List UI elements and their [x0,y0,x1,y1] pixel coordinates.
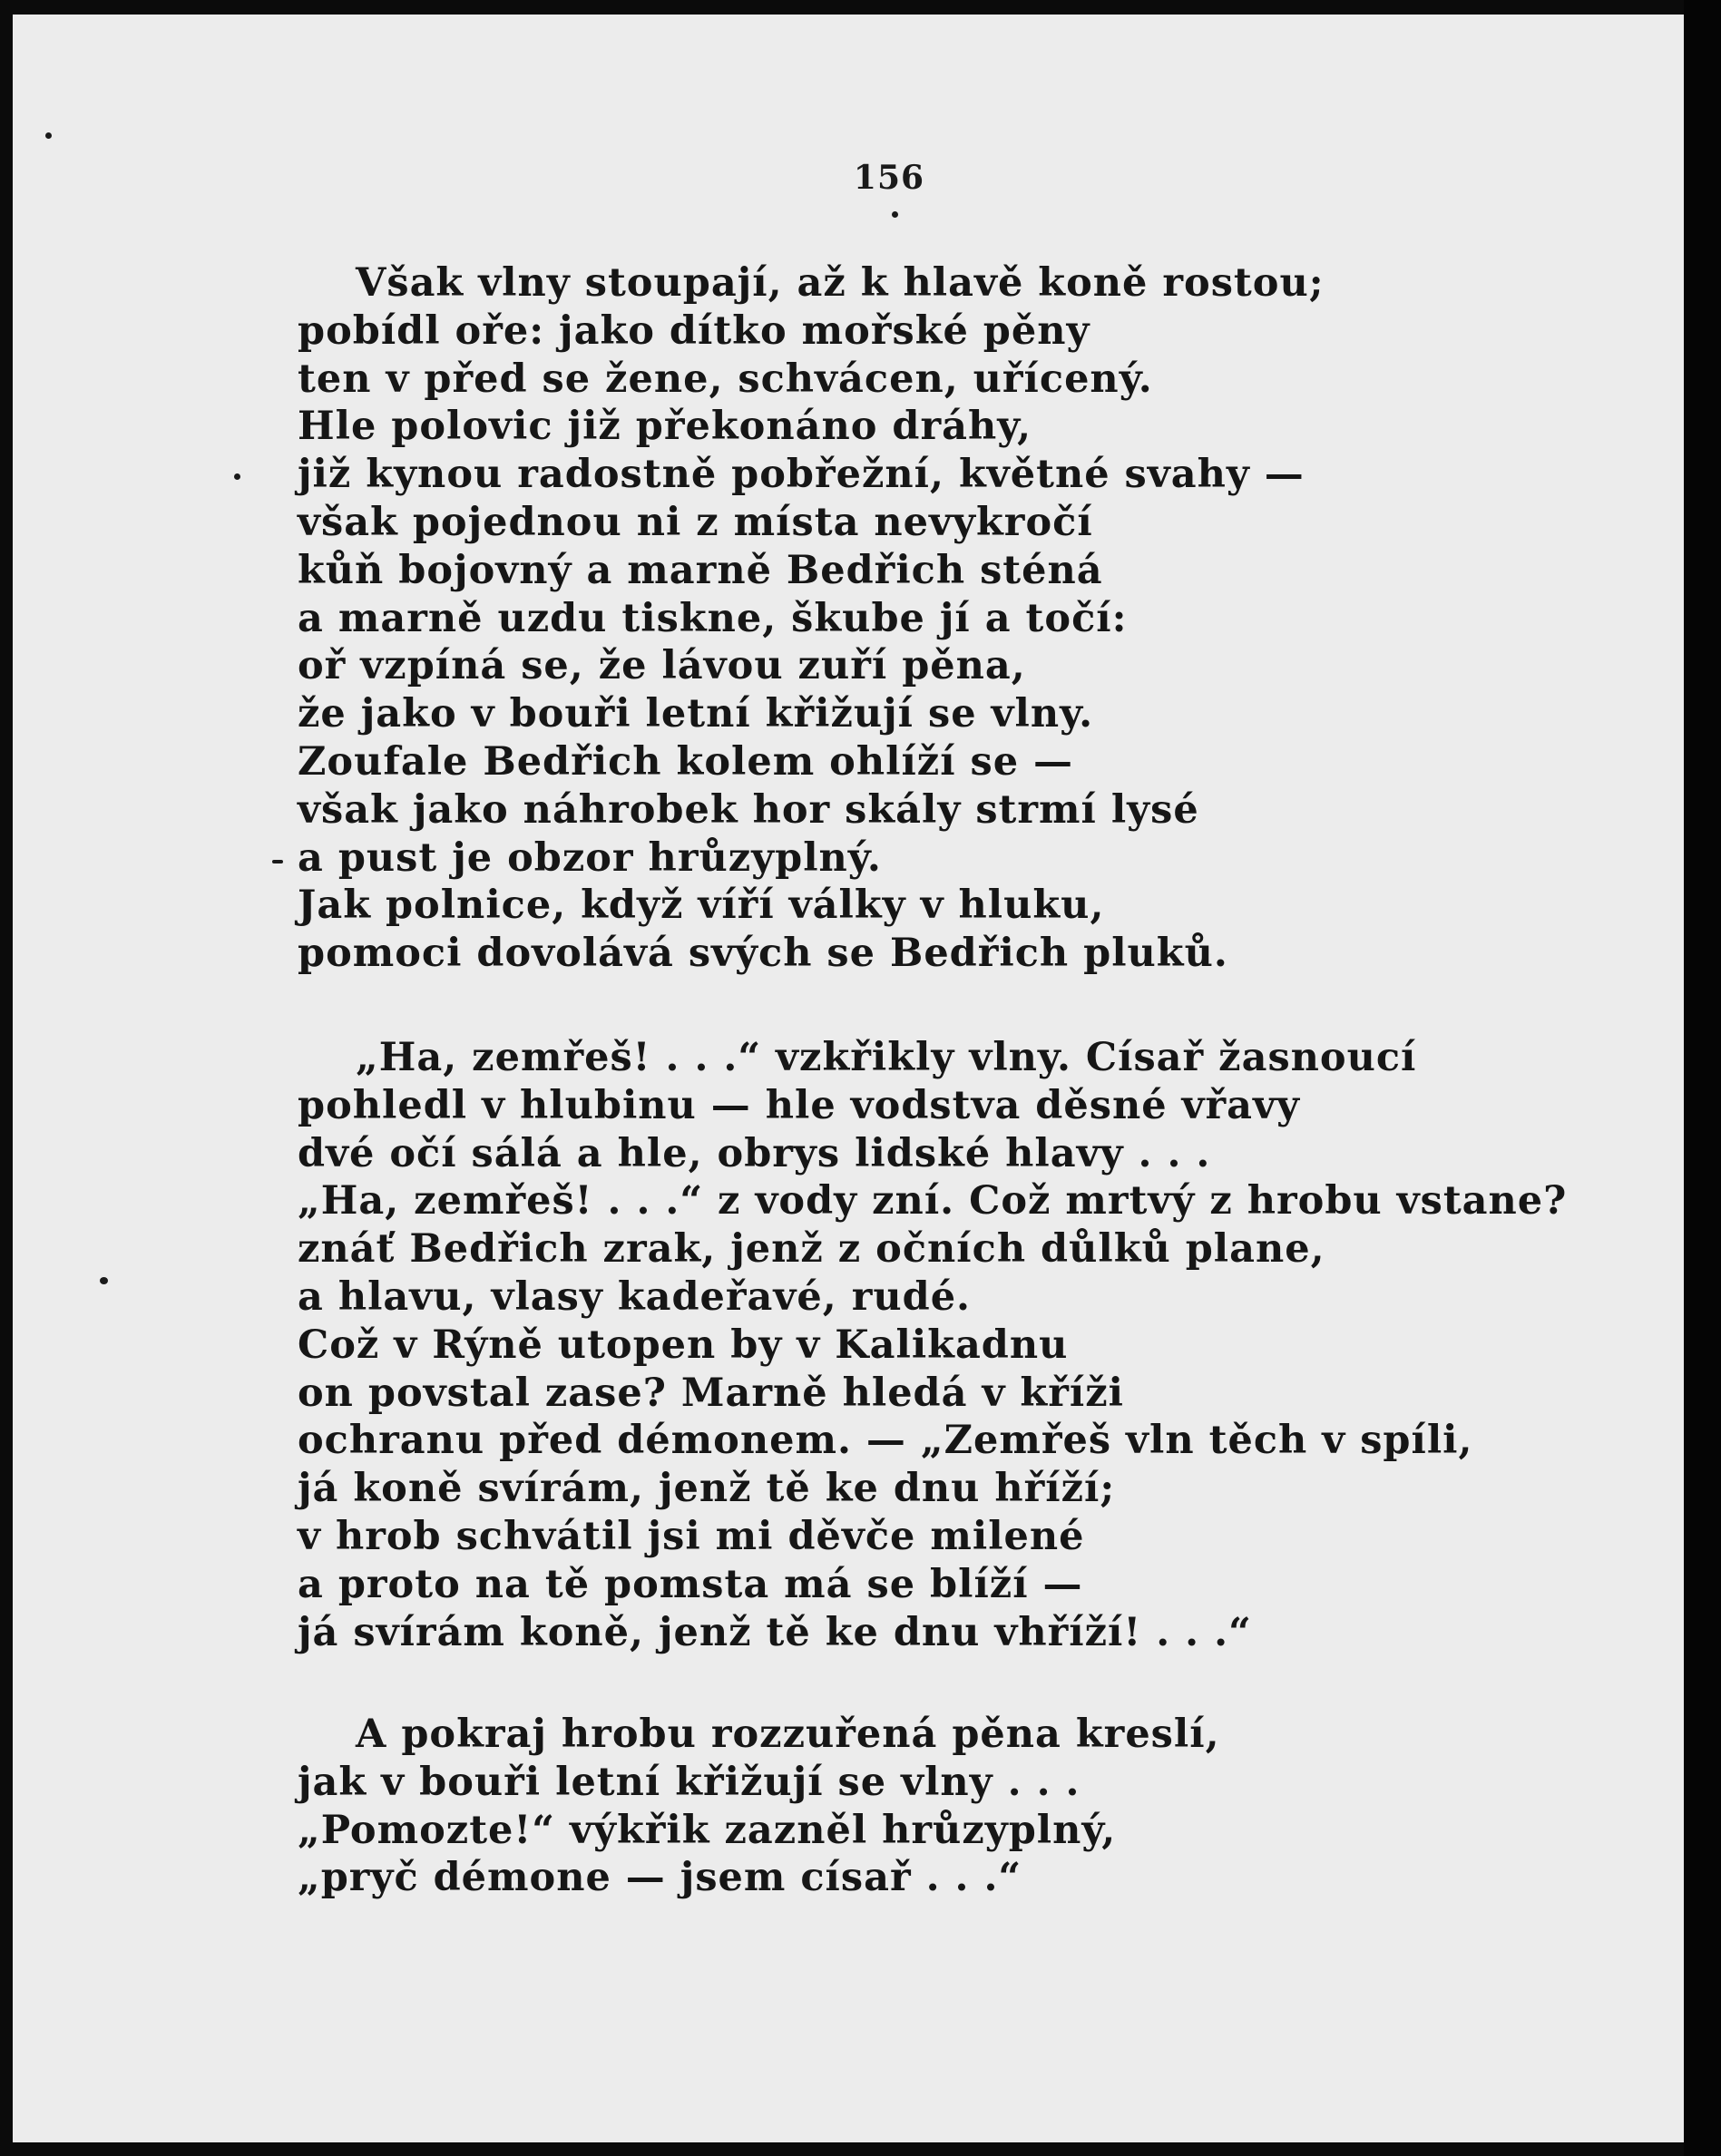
verse-line: „pryč démone — jsem císař . . .“ [298,1855,1022,1901]
scan-border [1684,0,1721,2156]
ink-speck [45,132,52,139]
verse-line: oř vzpíná se, že lávou zuří pěna, [298,643,1026,689]
stanza-2 [298,1034,1567,1656]
stanza-1 [298,259,1325,978]
verse-line: a hlavu, vlasy kadeřavé, rudé. [298,1273,972,1320]
verse-line: ten v před se žene, schvácen, uřícený. [298,356,1153,402]
ink-speck [272,860,283,863]
verse-line: a proto na tě pomsta má se blíží — [298,1561,1083,1607]
verse-line: A pokraj hrobu rozzuřená pěna kreslí, [356,1712,1220,1757]
verse-line: Jak polnice, když víří války v hluku, [298,883,1105,929]
verse-line: Však vlny stoupají, až k hlavě koně rostou; [356,260,1325,306]
verse-line: Což v Rýně utopen by v Kalikadnu [298,1322,1069,1368]
verse-line: a marně uzdu tiskne, škube jí a točí: [298,595,1128,641]
verse-line: že jako v bouři letní křižují se vlny. [298,691,1094,737]
ink-speck [892,211,898,218]
verse-line: již kynou radostně pobřežní, květné svahy — [298,452,1305,498]
verse-line: Zoufale Bedřich kolem ohlíží se — [298,738,1074,785]
verse-line: „Ha, zemřeš! . . .“ z vody zní. Což mrtvý z hrobu vstane? [298,1178,1568,1224]
verse-line: dvé očí sálá a hle, obrys lidské hlavy . . . [298,1130,1211,1176]
verse-line: pobídl oře: jako dítko mořské pěny [298,307,1090,354]
verse-line: pomoci dovolává svých se Bedřich pluků. [298,931,1228,977]
verse-line: „Ha, zemřeš! . . .“ vzkřikly vlny. Císař žasnoucí [356,1035,1417,1080]
verse-line: jak v bouři letní křižují se vlny . . . [298,1759,1081,1805]
verse-line: „Pomozte!“ výkřik zazněl hrůzyplný, [298,1807,1117,1853]
verse-line: v hrob schvátil jsi mi děvče milené [298,1513,1085,1559]
ink-speck [234,473,240,480]
verse-line: pohledl v hlubinu — hle vodstva děsné vřavy [298,1082,1301,1128]
verse-line: Hle polovic již překonáno dráhy, [298,404,1032,450]
page-number: 156 [853,159,925,197]
verse-line: on povstal zase? Marně hledá v kříži [298,1370,1124,1416]
verse-line: já svírám koně, jenž tě ke dnu vhříží! . . .“ [298,1609,1252,1655]
stanza-3 [298,1711,1220,1902]
verse-line: však jako náhrobek hor skály strmí lysé [298,786,1199,833]
verse-line: kůň bojovný a marně Bedřich sténá [298,547,1103,593]
verse-line: ochranu před démonem. — „Zemřeš vln těch v spíli, [298,1418,1473,1464]
verse-line: však pojednou ni z místa nevykročí [298,499,1093,545]
verse-line: já koně svírám, jenž tě ke dnu hříží; [298,1466,1116,1512]
verse-line: a pust je obzor hrůzyplný. [298,834,882,881]
verse-line: znáť Bedřich zrak, jenž z očních důlků plane, [298,1226,1325,1273]
ink-speck [100,1277,108,1284]
